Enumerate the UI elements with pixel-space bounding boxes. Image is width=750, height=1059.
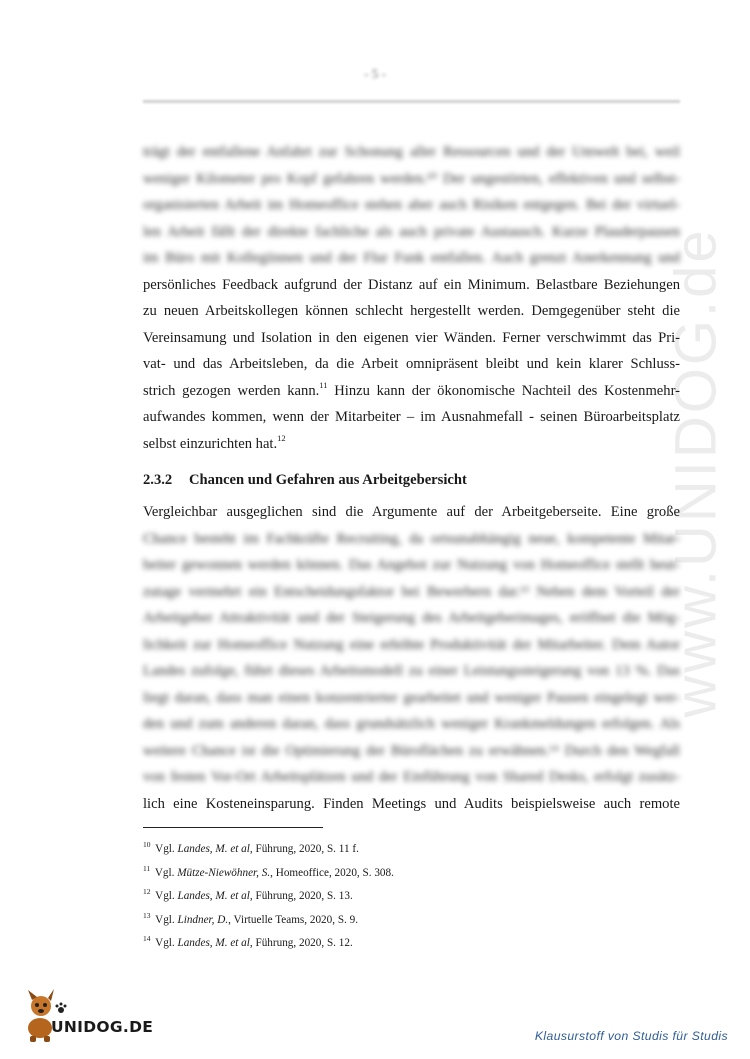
text-line: weniger Kilometer pro Kopf gefahren werden.¹⁰ Der ungestörten, effektiven und selbst- xyxy=(143,170,680,187)
footnote: $^{10}$ Vgl. Landes, M. et al, Führung, 2020, S. 11 f. xyxy=(143,840,359,855)
text-line: zutage vermehrt ein Entscheidungsfaktor bei Bewerbern dar.¹³ Neben dem Vorteil der xyxy=(143,583,680,600)
text-line: weitere Chance ist die Optimierung der Büroflächen zu erwähnen.¹⁴ Durch den Wegfall xyxy=(143,742,680,759)
text-line: aufwandes kommen, wenn der Mitarbeiter – im Ausnahmefall - seinen Büroarbeitsplatz xyxy=(143,409,680,425)
text-line: Chance besteht im Fachkräfte Recruiting, da ortsunabhängig neue, kompetente Mitar- xyxy=(143,530,680,547)
text-line: organisierten Arbeit im Homeoffice stehen aber auch Risiken entgegen. Bei der virtuel- xyxy=(143,197,680,213)
paragraph-1 xyxy=(143,139,680,457)
footnote: $^{14}$ Vgl. Landes, M. et al, Führung, 2020, S. 12. xyxy=(143,934,353,949)
text-line: Vereinsamung und Isolation in den eigenen vier Wänden. Ferner verschwimmt das Pri- xyxy=(143,329,680,346)
text-line: strich gezogen werden kann.$^{11}$ Hinzu kann der ökonomische Nachteil des Kostenmehr- xyxy=(143,379,680,399)
footnote-ref: 12 xyxy=(277,432,286,443)
text-line: den und zum anderen daran, dass grundsätzlich weniger Krankmeldungen erfolgen. Als xyxy=(143,716,680,732)
text-line: lichkeit zur Homeoffice Nutzung eine erhöhte Produktivität der Mitarbeiter. Dem Autor xyxy=(143,636,680,653)
text-line: lich eine Kosteneinsparung. Finden Meetings und Audits beispielsweise auch remote xyxy=(143,795,680,812)
text-line: persönliches Feedback aufgrund der Distanz auf ein Minimum. Belastbare Beziehungen xyxy=(143,276,680,293)
footnote-ref: 11 xyxy=(319,379,328,390)
text-line: beiter gewonnen werden können. Das Angebot zur Nutzung von Homeoffice stellt heut- xyxy=(143,557,680,573)
paw-icon xyxy=(56,1003,67,1014)
section-heading xyxy=(143,468,680,492)
footer-slogan: Klausurstoff von Studis für Studis xyxy=(534,1029,728,1043)
text-line: len Arbeit fällt der direkte fachliche als auch private Austausch. Kurze Plauderpausen xyxy=(143,223,680,240)
header-rule xyxy=(143,100,680,103)
watermark: www.UNIDOG.de xyxy=(663,226,729,718)
footnote: $^{11}$ Vgl. Mütze-Niewöhner, S., Homeoffice, 2020, S. 308. xyxy=(143,863,394,879)
section-number: 2.3.2 xyxy=(143,472,173,488)
text-line: im Büro mit Kollegiinnen und der Flur Funk entfallen. Auch grenzt Anerkennung und xyxy=(143,250,680,266)
page-number: - 5 - xyxy=(364,66,386,81)
text-line: trägt der entfallene Anfahrt zur Schonung aller Ressourcen und der Umwelt bei, weil xyxy=(143,144,680,160)
footnote: $^{13}$ Vgl. Lindner, D., Virtuelle Teams, 2020, S. 9. xyxy=(143,910,359,926)
logo-text: UNIDOG.DE xyxy=(51,1018,154,1036)
text-line: Landes zufolge, führt dieses Arbeitsmodell zu einer Leistungssteigerung von 13 %. Das xyxy=(143,663,680,679)
text-line: Vergleichbar ausgeglichen sind die Argumente auf der Arbeitgeberseite. Eine große xyxy=(143,504,680,520)
text-line: vat- und das Arbeitsleben, da die Arbeit omnipräsent bleibt und kein klarer Schluss- xyxy=(143,356,680,372)
section-title: Chancen und Gefahren aus Arbeitgebersicht xyxy=(189,472,467,488)
text-line: Arbeitgeber Attraktivität und der Steigerung des Arbeitgeberimages, eröffnet die Mög- xyxy=(143,610,680,626)
paragraph-2 xyxy=(143,499,680,817)
text-line: liegt daran, dass man einen konzentrierter gearbeitet und weniger Pausen eingelegt wer- xyxy=(143,689,680,706)
unidog-logo xyxy=(24,982,164,1048)
footnote: $^{12}$ Vgl. Landes, M. et al, Führung, 2020, S. 13. xyxy=(143,887,353,902)
text-line: selbst einzurichten hat.$^{12}$ xyxy=(143,432,286,452)
footnote-separator xyxy=(143,827,323,828)
text-line: von festen Vor-Ort Arbeitsplätzen und der Einführung von Shared Desks, erfolgt zusätz- xyxy=(143,769,680,785)
text-line: zu neuen Arbeitskollegen können schlecht hergestellt werden. Demgegenüber steht die xyxy=(143,303,680,319)
footnotes xyxy=(143,838,680,956)
